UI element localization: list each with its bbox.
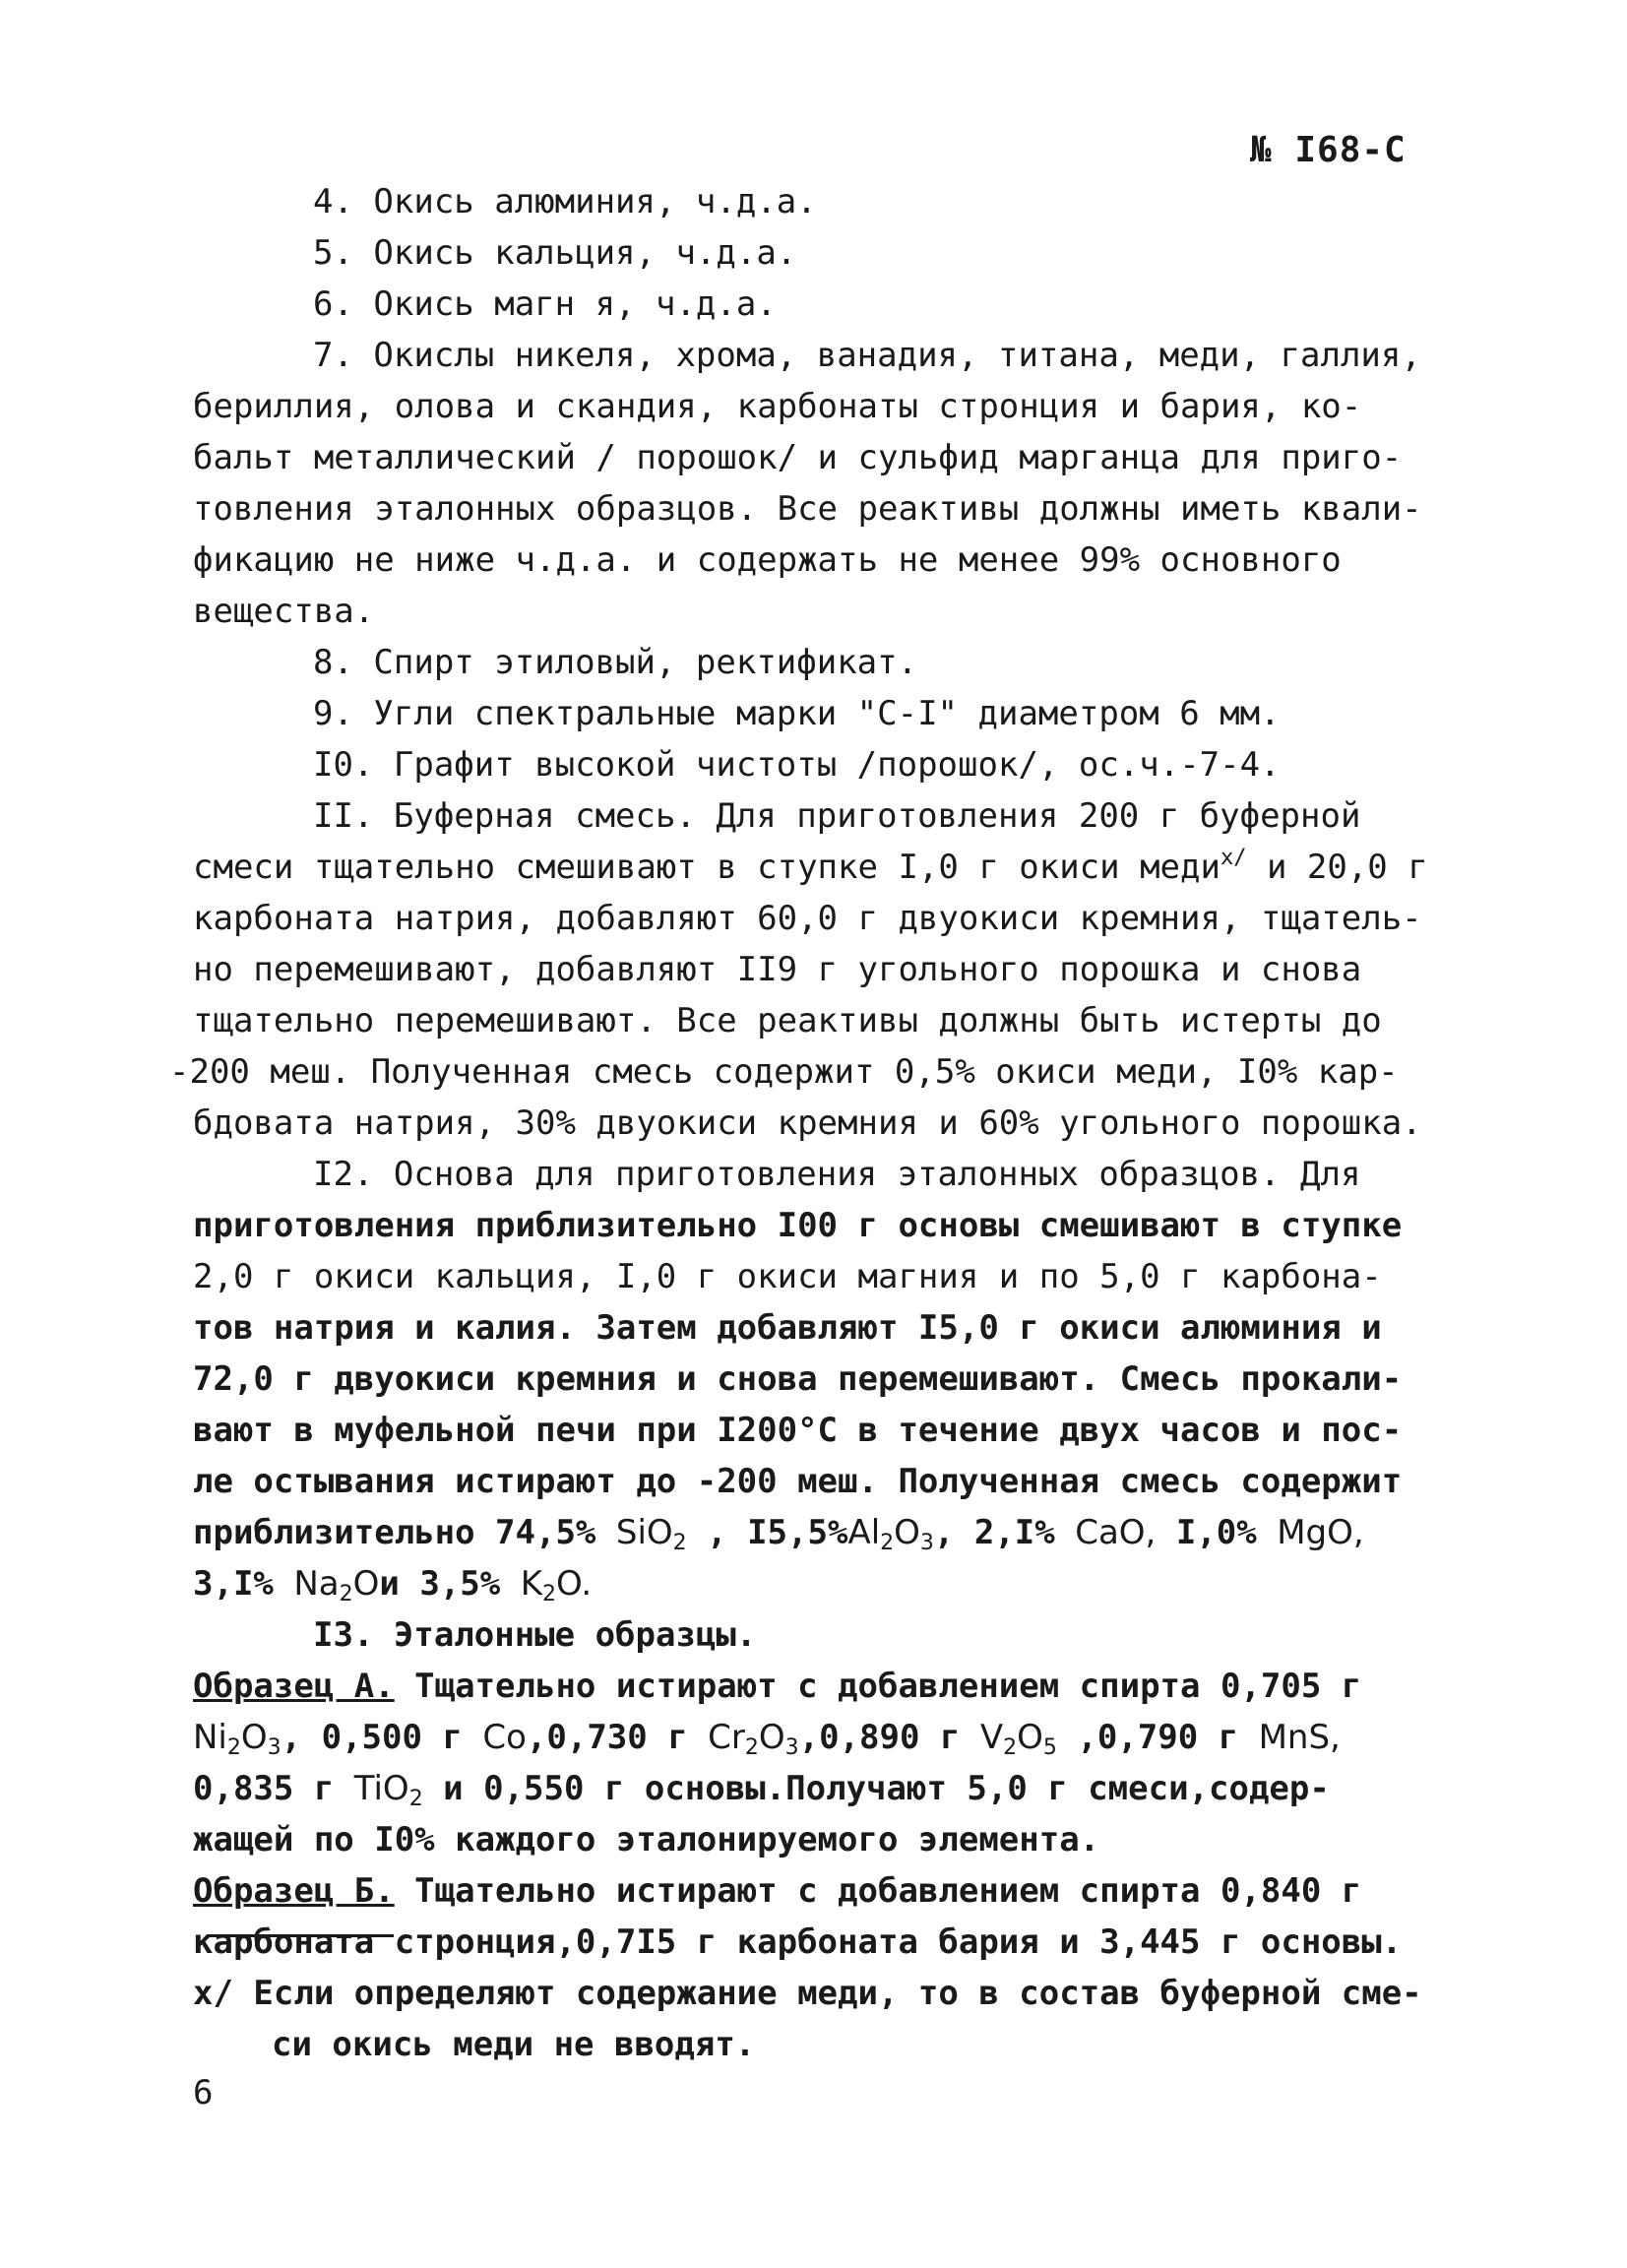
list-item-12-line: ле остывания истирают до -200 меш. Полученная смесь содержит [193, 1462, 1403, 1501]
text-run: и 0,550 г основы.Получают 5,0 г смеси,содер- [422, 1769, 1330, 1808]
subscript: 2 [744, 1735, 759, 1760]
document-number: № I68-С [1250, 130, 1407, 170]
formula-tio2 [353, 1769, 423, 1811]
formula-mgo: MgO, [1277, 1513, 1364, 1552]
list-item-11-line: -200 меш. Полученная смесь содержит 0,5% окиси меди, I0% кар- [169, 1052, 1399, 1092]
text-run: ,0,790 г [1056, 1718, 1259, 1757]
footnote-line: x/ Если определяют содержание меди, то в состав буферной сме- [193, 1974, 1422, 2013]
sample-a-line: жащей по I0% каждого эталонируемого элемента. [193, 1820, 1100, 1859]
list-item-5: 5. Окись кальция, ч.д.а. [313, 233, 797, 273]
sample-b-line [193, 1866, 1361, 1916]
subscript: 3 [784, 1735, 799, 1760]
list-item-12-line [193, 1559, 592, 1608]
formula-ni2o3: $Ni_2O_3$ [193, 1718, 282, 1760]
list-item-11-line: но перемешивают, добавляют II9 г угольного порошка и снова [193, 950, 1362, 989]
list-item-13: I3. Эталонные образцы. [313, 1615, 757, 1655]
text-run: I,0% [1156, 1513, 1278, 1552]
sample-a-label: Образец А. [193, 1667, 395, 1706]
text-run: Al [847, 1513, 881, 1552]
list-item-11-line: тщательно перемешивают. Все реактивы должны быть истерты до [193, 1001, 1382, 1040]
subscript: 2 [408, 1787, 423, 1811]
text-run: Cr [708, 1718, 745, 1757]
subscript: 3 [919, 1531, 934, 1555]
sample-a-line [193, 1662, 1361, 1711]
formula-sio2 [615, 1513, 687, 1555]
formula-na2o: $Na_2O$ [293, 1564, 380, 1606]
footnote-line: си окись меди не вводят. [272, 2025, 756, 2064]
list-item-7-line: бальт металлический / порошок/ и сульфид марганца для приго- [193, 438, 1403, 477]
text-run: 3,I% [193, 1564, 294, 1604]
text-run: ,0,730 г [526, 1718, 709, 1757]
text-run: , I5,5% [686, 1513, 848, 1552]
formula-k2o: $K_2O$. [520, 1564, 593, 1606]
subscript: 2 [672, 1531, 687, 1555]
sample-a-line [193, 1713, 1341, 1762]
sample-b-line: карбоната стронция,0,7I5 г карбоната бария и 3,445 г основы. [193, 1922, 1403, 1962]
subscript: 2 [880, 1531, 895, 1555]
text-run: , 0,500 г [281, 1718, 483, 1757]
list-item-12-line: тов натрия и калия. Затем добавляют I5,0 г окиси алюминия и [193, 1308, 1382, 1348]
list-item-12-line: вают в муфельной печи при I200°С в течение двух часов и пос- [193, 1411, 1403, 1450]
list-item-12-line [193, 1508, 1364, 1557]
text-run: ,0,890 г [798, 1718, 980, 1757]
list-item-7-line: 7. Окислы никеля, хрома, ванадия, титана, меди, галлия, [313, 336, 1421, 375]
text-run: Тщательно истирают с добавлением спирта 0,840 г [394, 1871, 1362, 1911]
text-run: , 2,I% [933, 1513, 1076, 1552]
list-item-7-line: вещества. [193, 592, 375, 631]
text-run: Тщательно истирают с добавлением спирта 0,705 г [394, 1667, 1362, 1706]
subscript: 5 [1042, 1735, 1057, 1760]
list-item-12-line: 2,0 г окиси кальция, I,0 г окиси магния и по 5,0 г карбона- [193, 1257, 1382, 1296]
text-run: Ni [193, 1718, 227, 1757]
list-item-11-line [193, 843, 1428, 892]
formula-v2o5: $V_2O_5$ [979, 1718, 1057, 1760]
text-run: TiO [353, 1769, 409, 1808]
list-item-4: 4. Окись алюминия, ч.д.а. [313, 182, 817, 221]
list-item-11-line: бдовата натрия, 30% двуокиси кремния и 60% угольного порошка. [193, 1103, 1422, 1143]
text-run: смеси тщательно смешивают в ступке I,0 г окиси меди [193, 848, 1220, 887]
text-run: и 3,5% [379, 1564, 521, 1604]
text-run: и 20,0 г [1246, 848, 1428, 887]
subscript: 2 [339, 1582, 353, 1606]
subscript: 2 [542, 1582, 556, 1606]
list-item-8: 8. Спирт этиловый, ректификат. [313, 643, 918, 682]
subscript: 2 [1003, 1735, 1018, 1760]
text-run: V [979, 1718, 1004, 1757]
text-run: K [520, 1564, 542, 1604]
formula-co: Co [482, 1718, 527, 1757]
formula-cao: CaO, [1075, 1513, 1157, 1552]
text-run: SiO [615, 1513, 673, 1552]
list-item-12-line: I2. Основа для приготовления эталонных образцов. Для [313, 1155, 1361, 1194]
subscript: 3 [267, 1735, 282, 1760]
list-item-12-line: 72,0 г двуокиси кремния и снова перемешивают. Смесь прокали- [193, 1359, 1403, 1399]
formula-mns: MnS, [1258, 1718, 1341, 1757]
list-item-11-line: II. Буферная смесь. Для приготовления 200 г буферной [313, 796, 1361, 836]
list-item-12-line: приготовления приблизительно I00 г основы смешивают в ступке [193, 1206, 1403, 1245]
text-run: 0,835 г [193, 1769, 354, 1808]
formula-al2o3: $Al_2O_3$ [847, 1513, 934, 1555]
footnote-mark: x/ [1220, 846, 1247, 870]
sample-b-label: Образец Б. [193, 1871, 395, 1911]
text-run: приблизительно 74,5% [193, 1513, 616, 1552]
footnote-divider [207, 1934, 394, 1937]
list-item-9: 9. Угли спектральные марки "С-I" диаметром 6 мм. [313, 694, 1281, 733]
list-item-7-line: фикацию не ниже ч.д.а. и содержать не менее 99% основного [193, 540, 1342, 580]
page-number: 6 [193, 2073, 214, 2112]
list-item-11-line: карбоната натрия, добавляют 60,0 г двуокиси кремния, тщатель- [193, 899, 1422, 938]
list-item-7-line: бериллия, олова и скандия, карбонаты стронция и бария, ко- [193, 387, 1362, 426]
sample-a-line [193, 1764, 1330, 1813]
list-item-10: I0. Графит высокой чистоты /порошок/, ос.ч.-7-4. [313, 745, 1281, 785]
subscript: 2 [226, 1735, 241, 1760]
text-run: Na [293, 1564, 340, 1604]
list-item-7-line: товления эталонных образцов. Все реактивы должны иметь квали- [193, 489, 1422, 529]
list-item-6: 6. Окись магн я, ч.д.а. [313, 284, 777, 324]
formula-cr2o3: $Cr_2O_3$ [708, 1718, 799, 1760]
